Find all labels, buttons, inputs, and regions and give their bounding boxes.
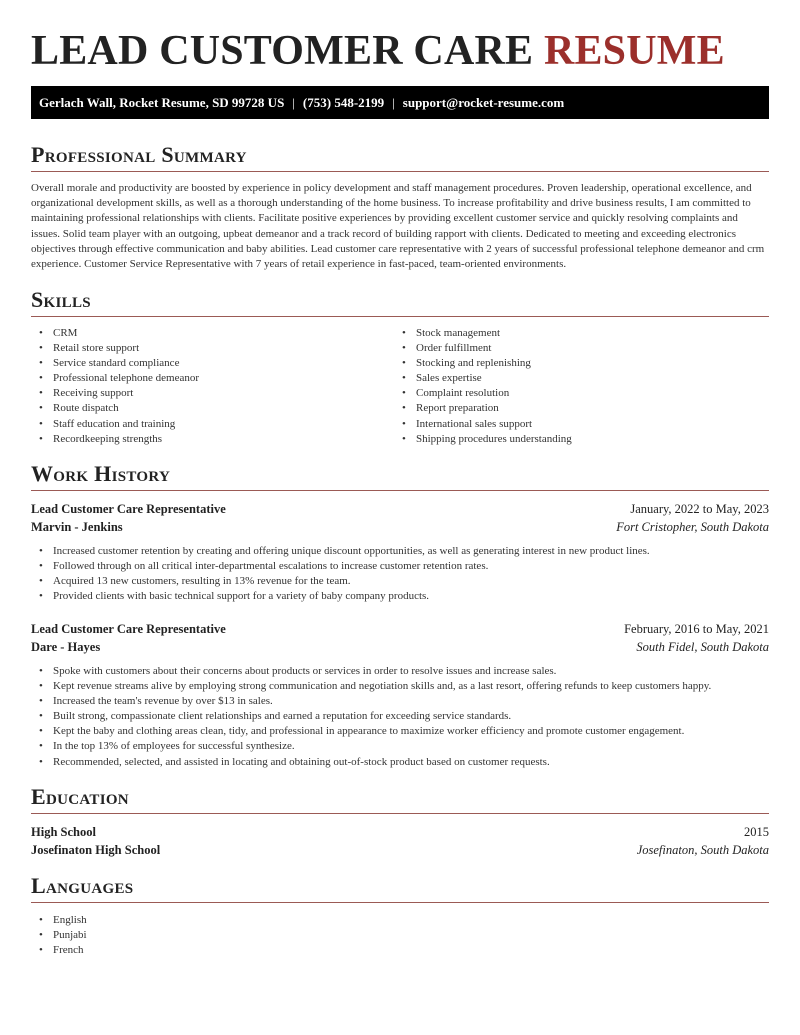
job-bullets	[31, 544, 769, 604]
skills-heading: Skills	[31, 286, 769, 317]
education-degree: High School	[31, 825, 96, 839]
title-accent: RESUME	[543, 28, 725, 74]
skills-list-right	[394, 326, 754, 447]
job-bullet: • Followed through on all critical inter-departmental escalations to increase customer retention rates.	[31, 559, 769, 574]
contact-address: Gerlach Wall, Rocket Resume, SD 99728 US	[39, 95, 285, 110]
job-bullet: • Provided clients with basic technical support for a variety of baby company products.	[31, 589, 769, 604]
contact-phone[interactable]: (753) 548-2199	[302, 95, 385, 110]
education-header	[31, 825, 769, 843]
title-main: LEAD CUSTOMER CARE	[31, 28, 534, 74]
skill-item: • Service standard compliance	[31, 356, 391, 371]
job-company: Dare - Hayes	[31, 640, 101, 654]
job-header	[31, 502, 769, 520]
language-item: • French	[31, 943, 769, 958]
job-bullet: • Increased the team's revenue by over $13 in sales.	[31, 694, 769, 709]
job-location: Fort Cristopher, South Dakota	[616, 520, 769, 534]
job-bullet: • Built strong, compassionate client relationships and earned a reputation for exceeding service standards.	[31, 709, 769, 724]
contact-email[interactable]: support@rocket-resume.com	[402, 95, 565, 110]
contact-separator: |	[392, 95, 395, 110]
language-item: • Punjabi	[31, 928, 769, 943]
summary-text: Overall morale and productivity are boosted by experience in policy development and staff management procedures. Proven leadership, operational excellence, and organizational development skills, as well as a thorough understanding of the home business. To increase profitability and drive business results, I am committed to maintaining professional relationships with clients. Facilitate positive experiences by providing excellent customer service and quickly resolving complaints and issues. Solid team player with an outgoing, upbeat demeanor and a track record of building rapport with clients. Dedicated to meeting and exceeding electronics objectives through effective communication and baby abilities. Lead customer care representative with 2 years of successful professional telephone demeanor and crm experience. Customer Service Representative with 7 years of retail experience in fast-paced, team-oriented environments.	[31, 182, 765, 271]
job-subheader	[31, 640, 769, 658]
skill-item: • Report preparation	[394, 401, 754, 416]
skill-item: • Order fulfillment	[394, 341, 754, 356]
language-item: • English	[31, 913, 769, 928]
job-bullet: • Increased customer retention by creating and offering unique discount opportunities, as well as generating interest in new product lines.	[31, 544, 769, 559]
skill-item: • Receiving support	[31, 386, 391, 401]
education-subheader	[31, 843, 769, 861]
languages-heading: Languages	[31, 872, 769, 903]
summary-heading: Professional Summary	[31, 141, 769, 172]
skill-item: • CRM	[31, 326, 391, 341]
skill-item: • Staff education and training	[31, 417, 391, 432]
skill-item: • Shipping procedures understanding	[394, 432, 754, 447]
work-history-heading: Work History	[31, 460, 769, 491]
education-heading: Education	[31, 783, 769, 814]
job-dates: February, 2016 to May, 2021	[624, 622, 769, 636]
skill-item: • Retail store support	[31, 341, 391, 356]
skill-item: • International sales support	[394, 417, 754, 432]
languages-list	[31, 913, 769, 958]
job-title: Lead Customer Care Representative	[31, 622, 226, 636]
job-bullet: • Recommended, selected, and assisted in locating and obtaining out-of-stock product based on customer requests.	[31, 755, 769, 770]
job-company: Marvin - Jenkins	[31, 520, 123, 534]
job-bullets	[31, 664, 769, 770]
job-dates: January, 2022 to May, 2023	[630, 502, 769, 516]
job-bullet: • Spoke with customers about their concerns about products or services in order to resolve issues and increase sales.	[31, 664, 769, 679]
resume-title	[31, 28, 725, 74]
skill-item: • Sales expertise	[394, 371, 754, 386]
job-location: South Fidel, South Dakota	[636, 640, 769, 654]
job-title: Lead Customer Care Representative	[31, 502, 226, 516]
skill-item: • Professional telephone demeanor	[31, 371, 391, 386]
job-header	[31, 622, 769, 640]
job-bullet: • Acquired 13 new customers, resulting in 13% revenue for the team.	[31, 574, 769, 589]
contact-bar	[31, 86, 769, 119]
education-location: Josefinaton, South Dakota	[636, 843, 769, 857]
contact-separator: |	[292, 95, 295, 110]
education-school: Josefinaton High School	[31, 843, 161, 857]
skill-item: • Stocking and replenishing	[394, 356, 754, 371]
job-bullet: • Kept the baby and clothing areas clean, tidy, and professional in appearance to maximize worker efficiency and promote customer engagement.	[31, 724, 769, 739]
job-bullet: • Kept revenue streams alive by employing strong communication and negotiation skills and, as a last resort, offering refunds to keep customers happy.	[31, 679, 769, 694]
skills-list-left	[31, 326, 391, 447]
skill-item: • Complaint resolution	[394, 386, 754, 401]
skill-item: • Recordkeeping strengths	[31, 432, 391, 447]
skill-item: • Stock management	[394, 326, 754, 341]
job-bullet: • In the top 13% of employees for successful synthesize.	[31, 739, 769, 754]
education-year: 2015	[744, 825, 769, 839]
skill-item: • Route dispatch	[31, 401, 391, 416]
job-subheader	[31, 520, 769, 538]
